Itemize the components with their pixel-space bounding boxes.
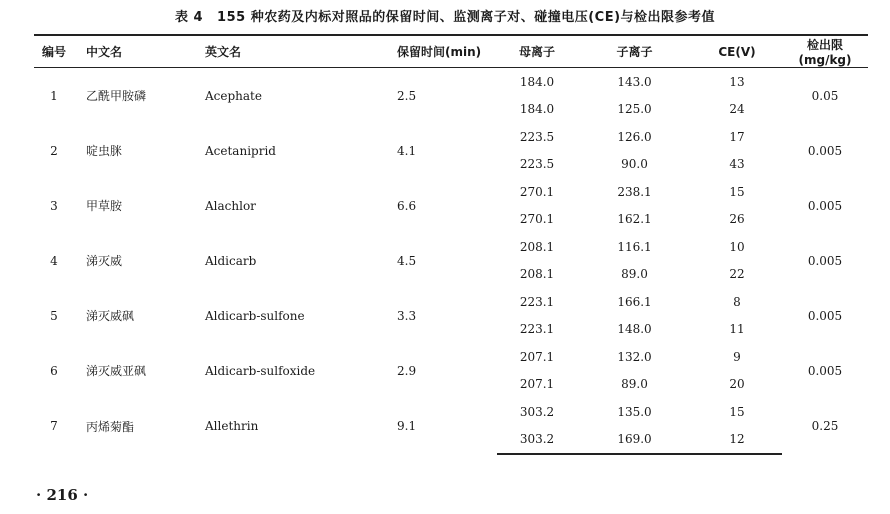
header-ce: CE(V) [692, 35, 782, 68]
cell-cn-name: 涕灭威 [86, 254, 123, 268]
cell-parent-ion: 208.1 [519, 239, 555, 254]
cell-daughter-ion: 126.0 [617, 129, 652, 144]
cell-ce: 10 [729, 239, 745, 254]
cell-daughter-ion: 135.0 [617, 404, 652, 419]
header-daughter-ion: 子离子 [577, 35, 692, 68]
cell-daughter-ion: 90.0 [621, 157, 648, 172]
cell-daughter-ion: 132.0 [617, 349, 652, 364]
cell-retention-time: 9.1 [397, 419, 417, 433]
cell-no: 1 [50, 88, 58, 103]
table-row [34, 233, 868, 261]
header-row [34, 35, 868, 68]
cell-daughter-ion: 125.0 [617, 102, 652, 117]
cell-lod: 0.005 [807, 198, 843, 213]
cell-ce: 9 [733, 349, 741, 364]
cell-daughter-ion: 162.1 [617, 212, 652, 227]
table-row [34, 398, 868, 426]
cell-ce: 12 [692, 426, 782, 455]
cell-en-name: Acephate [205, 88, 262, 103]
cell-daughter-ion: 89.0 [621, 267, 648, 282]
cell-no: 7 [50, 419, 58, 433]
cell-retention-time: 4.5 [397, 253, 417, 268]
cell-retention-time: 4.1 [397, 143, 417, 158]
cell-no: 2 [50, 143, 58, 158]
cell-lod: 0.25 [811, 419, 839, 433]
cell-ce: 13 [729, 74, 745, 89]
cell-no: 6 [50, 363, 58, 378]
cell-no: 5 [50, 308, 58, 323]
cell-ce: 43 [729, 157, 745, 172]
table-number: 表 4 [174, 10, 204, 25]
cell-cn-name: 涕灭威砜 [86, 309, 135, 323]
cell-retention-time: 6.6 [397, 198, 417, 213]
cell-cn-name: 涕灭威亚砜 [86, 364, 147, 378]
header-cn-name: 中文名 [74, 35, 199, 68]
cell-en-name: Alachlor [205, 198, 256, 213]
cell-cn-name: 丙烯菊酯 [86, 419, 135, 434]
header-parent-ion: 母离子 [497, 35, 577, 68]
header-en-name: 英文名 [199, 35, 357, 68]
cell-parent-ion: 303.2 [519, 404, 555, 419]
cell-retention-time: 2.9 [397, 363, 417, 378]
cell-cn-name: 乙酰甲胺磷 [86, 89, 147, 103]
table-body [34, 68, 868, 455]
cell-parent-ion: 184.0 [519, 102, 555, 117]
table-row [34, 178, 868, 206]
table-row [34, 288, 868, 316]
cell-parent-ion: 223.5 [519, 129, 555, 144]
header-retention-time: 保留时间(min) [357, 35, 497, 68]
cell-lod: 0.005 [807, 363, 843, 378]
cell-parent-ion: 208.1 [519, 267, 555, 282]
cell-en-name: Aldicarb-sulfoxide [205, 363, 316, 378]
cell-daughter-ion: 89.0 [621, 377, 648, 392]
cell-en-name: Aldicarb-sulfone [205, 308, 305, 323]
cell-ce: 20 [729, 377, 745, 392]
cell-lod: 0.05 [811, 88, 839, 103]
cell-lod: 0.005 [807, 143, 843, 158]
table-title: 155 种农药及内标对照品的保留时间、监测离子对、碰撞电压(CE)与检出限参考值 [217, 10, 716, 25]
cell-parent-ion: 184.0 [519, 74, 555, 89]
cell-parent-ion: 303.2 [497, 426, 577, 455]
cell-daughter-ion: 148.0 [617, 322, 652, 337]
cell-ce: 15 [729, 404, 745, 419]
table-row [34, 343, 868, 371]
cell-parent-ion: 270.1 [519, 184, 555, 199]
page-number: · 216 · [36, 486, 89, 504]
header-no: 编号 [34, 35, 74, 68]
cell-no: 3 [50, 198, 58, 213]
table-caption [0, 6, 890, 25]
cell-en-name: Acetaniprid [205, 143, 276, 158]
cell-parent-ion: 207.1 [519, 377, 555, 392]
cell-parent-ion: 270.1 [519, 212, 555, 227]
cell-lod: 0.005 [807, 308, 843, 323]
cell-ce: 26 [729, 212, 745, 227]
header-lod: 检出限(mg/kg) [782, 35, 868, 68]
cell-daughter-ion: 169.0 [577, 426, 692, 455]
cell-no: 4 [50, 253, 58, 268]
cell-ce: 15 [729, 184, 745, 199]
cell-ce: 8 [733, 294, 741, 309]
data-table [34, 34, 868, 455]
cell-daughter-ion: 238.1 [617, 184, 652, 199]
table-row [34, 68, 868, 96]
cell-cn-name: 甲草胺 [86, 199, 123, 213]
cell-en-name: Aldicarb [205, 253, 257, 268]
cell-daughter-ion: 143.0 [617, 74, 652, 89]
cell-parent-ion: 223.5 [519, 157, 555, 172]
cell-ce: 24 [729, 102, 745, 117]
cell-parent-ion: 207.1 [519, 349, 555, 364]
cell-ce: 17 [729, 129, 745, 144]
cell-retention-time: 2.5 [397, 88, 417, 103]
cell-daughter-ion: 166.1 [617, 294, 652, 309]
cell-daughter-ion: 116.1 [617, 239, 652, 254]
cell-lod: 0.005 [807, 253, 843, 268]
cell-parent-ion: 223.1 [519, 294, 555, 309]
cell-cn-name: 啶虫脒 [86, 144, 123, 158]
cell-en-name: Allethrin [205, 419, 259, 433]
cell-ce: 22 [729, 267, 745, 282]
cell-ce: 11 [729, 322, 745, 337]
cell-parent-ion: 223.1 [519, 322, 555, 337]
table-row [34, 123, 868, 151]
cell-retention-time: 3.3 [397, 308, 417, 323]
